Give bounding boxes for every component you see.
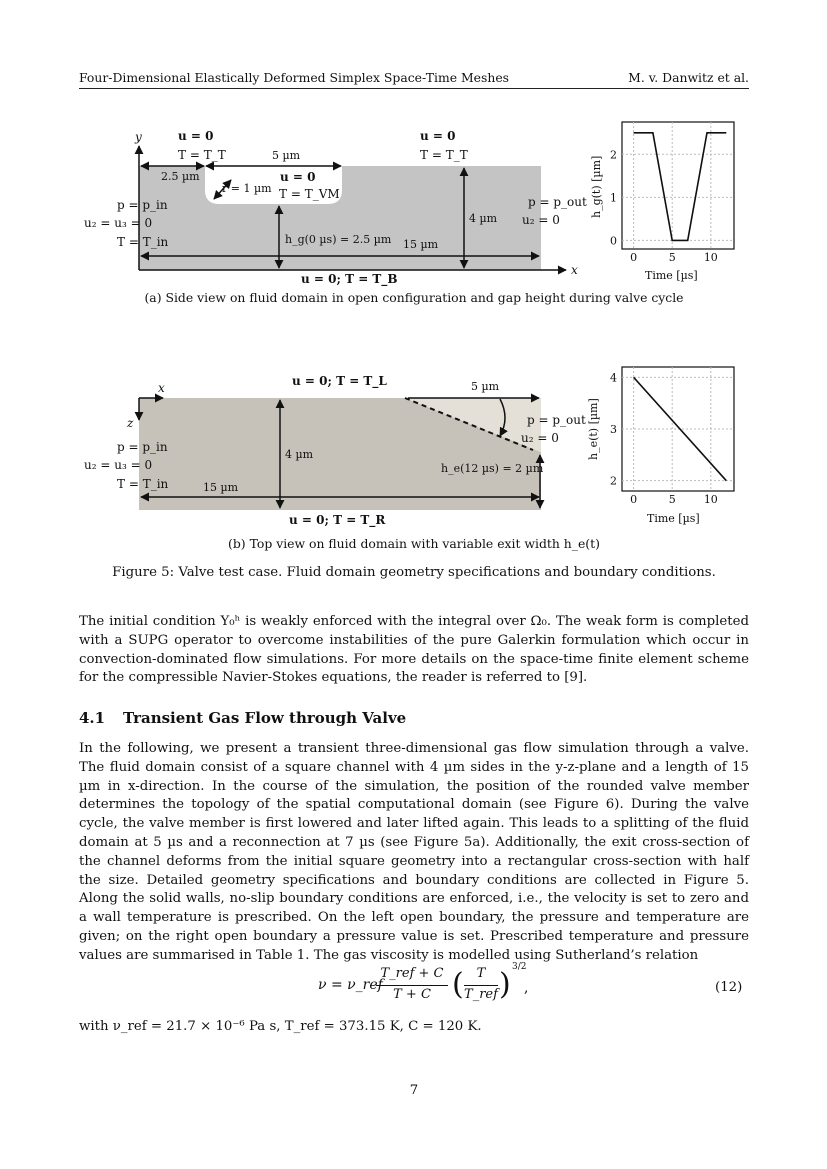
dim-4um-b: 4 µm: [285, 448, 314, 461]
figure-a-caption: (a) Side view on fluid domain in open configuration and gap height during valve cycle: [144, 290, 684, 305]
chart-b-xtick-label: 5: [668, 493, 676, 506]
left-bc-u-b: u₂ = u₃ = 0: [84, 458, 153, 472]
top-bc-right-u: u = 0: [420, 129, 456, 143]
bottom-bc-b: u = 0; T = T_R: [289, 513, 386, 527]
equation-number: (12): [715, 980, 743, 995]
exit-width-label: h_e(12 µs) = 2 µm: [441, 462, 544, 475]
left-bc-T: T = T_in: [117, 235, 169, 249]
axis-x-label: x: [571, 263, 578, 277]
eq-frac1-den: T + C: [393, 987, 431, 1002]
chart-b-ylabel: h_e(t) [µm]: [587, 398, 600, 460]
axis-z-label-b: z: [127, 416, 134, 430]
chart-b-ytick-label: 2: [610, 474, 617, 488]
header-authors: M. v. Danwitz et al.: [628, 70, 749, 85]
figure-caption: Figure 5: Valve test case. Fluid domain geometry specifications and boundary conditions.: [112, 565, 716, 580]
chart-a-ytick-label: 0: [610, 234, 617, 248]
top-bc-left-u: u = 0: [178, 129, 214, 143]
eq-exponent: 3/2: [512, 962, 527, 972]
valve-bc-u: u = 0: [280, 170, 316, 184]
chart-b-xtick-label: 0: [630, 493, 638, 506]
eq-frac2-num: T: [476, 966, 486, 981]
left-bc-u: u₂ = u₃ = 0: [84, 216, 153, 230]
left-bc-p: p = p_in: [117, 198, 168, 212]
top-bc-right-T: T = T_T: [420, 148, 468, 162]
chart-b-xlabel: Time [µs]: [647, 512, 700, 525]
chart-a-xlabel: Time [µs]: [645, 269, 698, 282]
figure-b-caption: (b) Top view on fluid domain with variable exit width h_e(t): [228, 536, 600, 551]
dim-4um-a: 4 µm: [469, 212, 498, 225]
header-title: Four-Dimensional Elastically Deformed Simplex Space-Time Meshes: [79, 70, 510, 85]
section-heading: [79, 709, 406, 727]
section-title: Transient Gas Flow through Valve: [123, 709, 407, 727]
chart-b-ytick-label: 4: [610, 371, 617, 385]
chart-a-ytick-label: 2: [610, 148, 617, 162]
section-number: 4.1: [79, 709, 106, 727]
gap-height-label: h_g(0 µs) = 2.5 µm: [285, 233, 392, 246]
eq-frac1-num: T_ref + C: [380, 966, 444, 981]
page-number: 7: [409, 1083, 419, 1098]
dim-2-5um: 2.5 µm: [161, 170, 200, 183]
radius-label: r = 1 µm: [222, 182, 272, 195]
chart-a-ytick-label: 1: [610, 191, 617, 205]
dim-5um-b: 5 µm: [471, 380, 500, 393]
valve-bc-T: T = T_VM: [279, 187, 340, 201]
right-bc-p-b: p = p_out: [527, 413, 586, 427]
right-bc-u-b: u₂ = 0: [521, 431, 559, 445]
top-bc-left-T: T = T_T: [178, 148, 226, 162]
left-bc-T-b: T = T_in: [117, 477, 169, 491]
paragraph-main: In the following, we present a transient three-dimensional gas flow simulation through a valve. The fluid domain consist of a square channel with 4 µm sides in the y-z-plane and a length of 15 µm in x-direction. In the course of the simulation, the position of the rounded valve member determines the topology of the spatial computational domain (see Figure 6). During the valve cycle, the valve member is first lowered and later lifted again. This leads to a splitting of the fluid domain at 5 µs and a reconnection at 7 µs (see Figure 5a). Additionally, the exit cross-section of the channel deforms from the initial square geometry into a rectangular cross-section with half the size. Detailed geometry specifications and boundary conditions are collected in Figure 5. Along the solid walls, no-slip boundary conditions are enforced, i.e., the velocity is set to zero and a wall temperature is prescribed. On the left open boundary, the pressure and temperature are given; on the right open boundary a pressure value is set. Prescribed temperature and pressure values are summarised in Table 1. The gas viscosity is modelled using Sutherland’s relation: [79, 741, 749, 963]
paragraph-after-equation: with ν_ref = 21.7 × 10⁻⁶ Pa s, T_ref = 373.15 K, C = 120 K.: [79, 1019, 482, 1034]
bottom-bc-a: u = 0; T = T_B: [301, 272, 398, 286]
paragraph-intro: The initial condition Y₀ʰ is weakly enforced with the integral over Ω₀. The weak form is completed with a SUPG operator to overcome instabilities of the pure Galerkin formulation which occur in convection-dominated flow simulations. For more details on the space-time finite element scheme for the compressible Navier-Stokes equations, the reader is referred to [9].: [79, 614, 749, 686]
eq-lhs: ν = ν_ref: [318, 977, 383, 993]
top-bc-b: u = 0; T = T_L: [292, 374, 387, 388]
chart-a-xtick-label: 10: [703, 251, 718, 264]
dim-15um-a: 15 µm: [403, 238, 439, 251]
left-bc-p-b: p = p_in: [117, 440, 168, 454]
chart-b-xtick-label: 10: [703, 493, 718, 506]
right-bc-p: p = p_out: [528, 195, 587, 209]
eq-frac2-den: T_ref: [464, 987, 498, 1002]
chart-b-ytick-label: 3: [610, 423, 617, 436]
chart-a-xtick-label: 5: [668, 251, 676, 264]
dim-5um-a: 5 µm: [272, 149, 301, 162]
axis-y-label: y: [135, 130, 142, 144]
dim-15um-b: 15 µm: [203, 481, 239, 494]
sutherland-equation: ν = ν_ref T_ref + C T + C ( T T_ref ) 3/2 ,: [318, 962, 529, 1002]
axis-x-label-b: x: [158, 381, 165, 395]
chart-a-ylabel: h_g(t) [µm]: [590, 155, 603, 218]
chart-a-xtick-label: 0: [630, 251, 638, 264]
right-bc-u: u₂ = 0: [522, 213, 560, 227]
